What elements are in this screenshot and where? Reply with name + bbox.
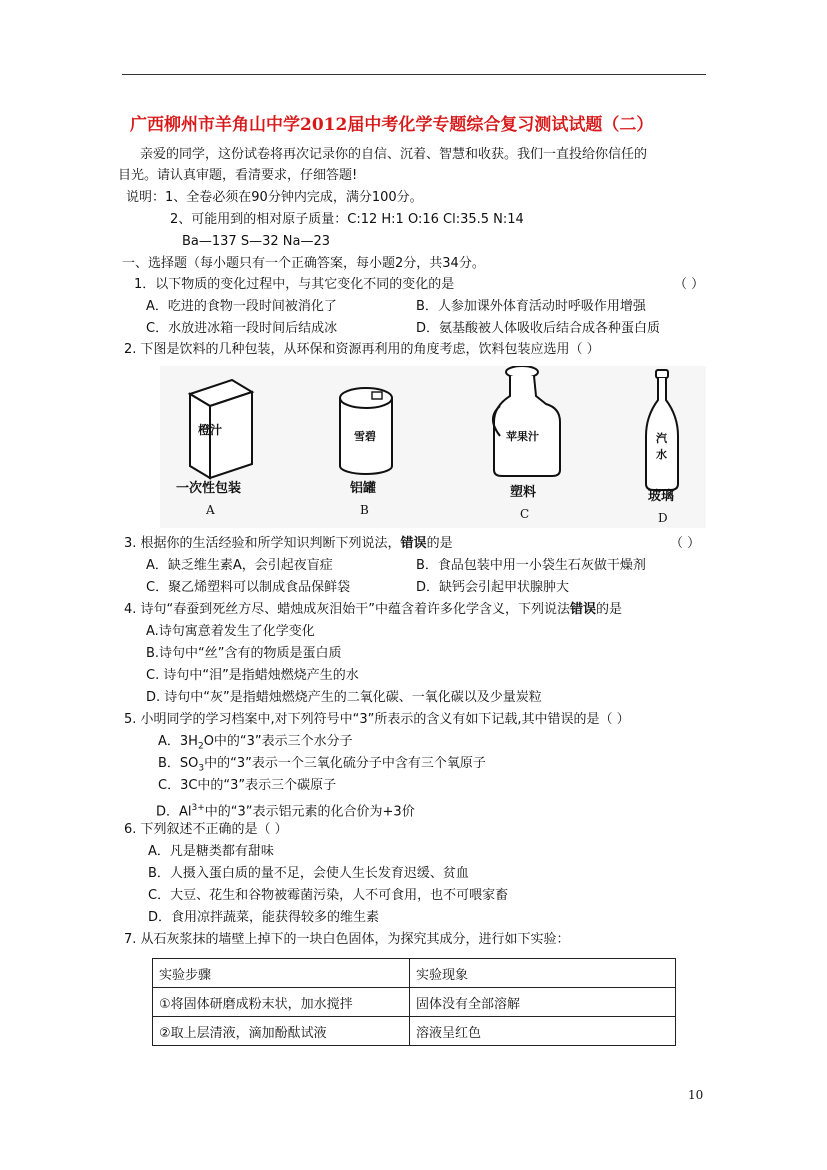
q5-option-c: C．3C中的“3”表示三个碳原子 <box>158 778 337 793</box>
q6-option-c: C．大豆、花生和谷物被霉菌污染，人不可食用，也不可喂家畜 <box>148 888 509 903</box>
q2-stem: 2. 下图是饮料的几种包装，从环保和资源再利用的角度考虑，饮料包装应选用（ ） <box>124 342 600 357</box>
q1-option-d: D．氨基酸被人体吸收后结合成各种蛋白质 <box>416 321 661 336</box>
table-cell: ②取上层清液，滴加酚酞试液 <box>153 1017 410 1046</box>
q1-option-c: C．水放进冰箱一段时间后结成冰 <box>146 321 338 336</box>
q5-option-d: D．$Al^{3+}$中的“3”表示铝元素的化合价为+3价 <box>156 803 415 820</box>
q6-option-b: B．人摄入蛋白质的量不足，会使人生长发育迟缓、贫血 <box>148 866 469 881</box>
table-cell: 溶液呈红色 <box>410 1017 676 1046</box>
q7-stem: 7. 从石灰浆抹的墙壁上掉下的一块白色固体，为探究其成分，进行如下实验： <box>124 932 570 947</box>
table-header-cell: 实验现象 <box>410 959 676 988</box>
intro-line-2: 目光。请认真审题，看清要求，仔细答题! <box>118 168 358 183</box>
option-letter-a: A <box>206 503 215 517</box>
bottle-caption: 玻璃 <box>648 489 675 504</box>
table-header-row <box>153 959 676 988</box>
table-row <box>153 988 676 1017</box>
jug-caption: 塑料 <box>510 485 537 500</box>
option-letter-c: C <box>520 507 530 521</box>
header-rule <box>122 74 706 75</box>
section-heading: 一、选择题（每小题只有一个正确答案，每小题2分，共34分。 <box>122 256 485 271</box>
q3-stem: 3. 根据你的生活经验和所学知识判断下列说法，错误的是 <box>124 536 453 551</box>
q1-stem: 1．以下物质的变化过程中，与其它变化不同的变化的是 <box>134 277 455 292</box>
carton-label: 橙汁 <box>198 423 223 437</box>
q3-option-a: A．缺乏维生素A，会引起夜盲症 <box>146 558 333 573</box>
q3-emphasis: 错误 <box>400 536 427 551</box>
q6-stem: 6. 下列叙述不正确的是（ ） <box>124 822 288 837</box>
table-header-cell: 实验步骤 <box>153 959 410 988</box>
q6-option-d: D．食用凉拌蔬菜，能获得较多的维生素 <box>148 910 380 925</box>
carton-caption: 一次性包装 <box>176 481 242 496</box>
q3-answer-paren: （ ） <box>670 536 701 551</box>
intro-line-1: 亲爱的同学，这份试卷将再次记录你的自信、沉着、智慧和收获。我们一直投给你信任的 <box>140 147 648 162</box>
q1-option-b: B．人参加课外体育活动时呼吸作用增强 <box>416 299 646 314</box>
q5-stem: 5. 小明同学的学习档案中,对下列符号中“3”所表示的含义有如下记载,其中错误的是（ ） <box>124 712 630 727</box>
q4-option-b: B.诗句中“丝”含有的物质是蛋白质 <box>146 646 342 661</box>
can-caption: 铝罐 <box>350 481 377 496</box>
beverage-packaging-figure <box>160 366 706 528</box>
q4-option-d: D. 诗句中“灰”是指蜡烛燃烧产生的二氧化碳、一氧化碳以及少量炭粒 <box>146 690 542 705</box>
q4-option-a: A.诗句寓意着发生了化学变化 <box>146 624 315 639</box>
q3-option-b: B．食品包装中用一小袋生石灰做干燥剂 <box>416 558 646 573</box>
page-number: 10 <box>688 1088 704 1102</box>
beverage-packaging-illustration <box>160 366 706 528</box>
q3-option-c: C．聚乙烯塑料可以制成食品保鲜袋 <box>146 580 351 595</box>
table-cell: 固体没有全部溶解 <box>410 988 676 1017</box>
q4-option-c: C. 诗句中“泪”是指蜡烛燃烧产生的水 <box>146 668 359 683</box>
notes-line-1: 说明：1、全卷必须在90分钟内完成，满分100分。 <box>126 190 423 205</box>
notes-line-3: Ba—137 S—32 Na—23 <box>182 234 330 249</box>
experiment-table <box>152 958 676 1046</box>
q3-option-d: D．缺钙会引起甲状腺肿大 <box>416 580 570 595</box>
option-letter-b: B <box>360 503 369 517</box>
jug-label: 苹果汁 <box>506 430 539 443</box>
table-row <box>153 1017 676 1046</box>
q5-option-a: A．$3H_2O$中的“3”表示三个水分子 <box>158 734 353 752</box>
q6-option-a: A．凡是糖类都有甜味 <box>148 844 274 859</box>
q1-option-a: A．吃进的食物一段时间被消化了 <box>146 299 337 314</box>
can-label: 雪碧 <box>354 430 376 443</box>
notes-line-2: 2、可能用到的相对原子质量：C:12 H:1 O:16 Cl:35.5 N:14 <box>170 212 524 227</box>
bottle-label-1: 汽 <box>656 432 667 445</box>
bottle-label-2: 水 <box>656 448 667 461</box>
q1-answer-paren: （ ） <box>674 277 705 292</box>
q4-emphasis: 错误 <box>570 602 597 617</box>
table-cell: ①将固体研磨成粉末状，加水搅拌 <box>153 988 410 1017</box>
page-title: 广西柳州市羊角山中学2012届中考化学专题综合复习测试试题（二） <box>130 115 654 135</box>
q4-stem: 4. 诗句“春蚕到死丝方尽、蜡烛成灰泪始干”中蕴含着许多化学含义，下列说法错误的是 <box>124 602 623 617</box>
option-letter-d: D <box>658 511 668 525</box>
q5-option-b: B．$SO_3$中的“3”表示一个三氧化硫分子中含有三个氧原子 <box>158 756 486 774</box>
